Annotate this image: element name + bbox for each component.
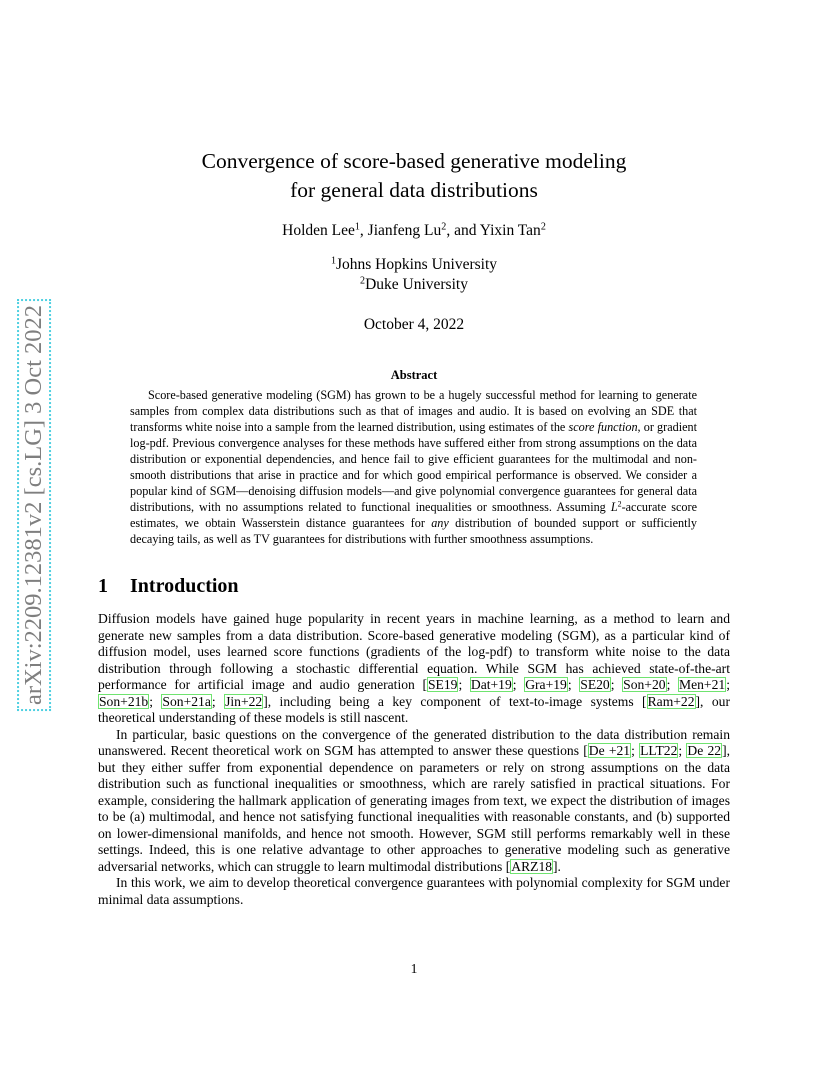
affiliation-item: [0, 275, 828, 295]
citation-link[interactable]: SE19: [428, 677, 458, 692]
citation-link[interactable]: LLT22: [640, 743, 678, 758]
author-affiliation-mark: 2: [441, 221, 447, 233]
citation-link[interactable]: Ram+22: [647, 693, 695, 709]
text-segment: ], including being a key component of text-to-image systems [: [263, 693, 647, 709]
paragraph: Diffusion models have gained huge popularity in recent years in machine learning, as a method to learn and generate new samples from a data distribution. Score-based generative modeling (SGM), as a particular kind of diffusion model, uses learned score functions (gradients of the log-pdf) to transform white noise to the data distribution through following a stochastic differential equation. While SGM has achieved state-of-the-art performance for artificial image and audio generation [SE19; Dat+19; Gra+19; SE20; Son+20; Men+21; Son+21b; Son+21a; Jin+22], including being a key component of text-to-image systems [Ram+22], our theoretical understanding of these models is still nascent.: [98, 611, 730, 725]
title-line-1: Convergence of score-based generative modeling: [201, 149, 627, 173]
paper-title: [0, 147, 828, 205]
author-name: Jianfeng Lu: [367, 222, 442, 239]
citation-link[interactable]: Son+20: [623, 677, 666, 692]
arxiv-stamp: [22, 270, 46, 740]
text-segment: ], but they either suffer from exponential dependence on parameters or rely on strong assumptions on the data distribution such as functional inequalities or smoothness, which are rarely satisfied in practical situations. For example, considering the hallmark application of generating images from text, we expect the distribution of images to be (a) multimodal, and hence not satisfying functional inequalities with reasonable constants, and (b) supported on lower-dimensional manifolds, and hence not smooth. However, SGM still performs remarkably well in these settings. Indeed, this is one relative advantage to other approaches to generative modeling such as generative adversarial networks, which can struggle to learn multimodal distributions [: [98, 743, 730, 874]
arxiv-id[interactable]: arXiv:2209.12381v2 [cs.LG] 3 Oct 2022: [17, 299, 51, 711]
citation-link[interactable]: Gra+19: [525, 677, 567, 692]
abstract-emphasis: any: [431, 516, 449, 530]
author-name: Holden Lee: [282, 222, 355, 239]
citation-link[interactable]: Dat+19: [470, 677, 512, 692]
author-separator: ,: [359, 222, 368, 239]
citation-link[interactable]: SE20: [580, 677, 610, 692]
affiliation-item: [0, 255, 828, 275]
citation-link[interactable]: De +21: [588, 743, 631, 758]
affiliation-name: Johns Hopkins University: [335, 256, 498, 273]
text-segment: ], our theoretical understanding of these models is still nascent.: [98, 693, 730, 725]
section-heading: [98, 575, 239, 598]
citation-link[interactable]: Son+21b: [99, 693, 149, 709]
math-symbol: L: [610, 500, 618, 514]
author-name: Yixin Tan: [479, 222, 541, 239]
affiliation-list: [0, 255, 828, 294]
citation-link[interactable]: Son+21a: [162, 693, 211, 709]
author-affiliation-mark: 1: [354, 221, 360, 233]
abstract-text: [130, 387, 697, 547]
author-list: [0, 222, 828, 240]
text-segment: In particular, basic questions on the convergence of the generated distribution to the data distribution remain unanswered. Recent theoretical work on SGM has attempted to answer these questions [: [98, 726, 730, 758]
title-line-2: for general data distributions: [290, 178, 538, 202]
abstract-segment: distribution of bounded support or sufficiently decaying tails, as well as TV guarantees for distributions with further smoothness assumptions.: [130, 516, 697, 546]
body-text: [98, 611, 730, 908]
paragraph: In this work, we aim to develop theoretical convergence guarantees with polynomial complexity for SGM under minimal data assumptions.: [98, 875, 730, 907]
citation-link[interactable]: Jin+22: [225, 693, 263, 709]
affiliation-number: 1: [330, 255, 336, 267]
citation-link[interactable]: De 22: [687, 743, 722, 758]
author-affiliation-mark: 2: [540, 221, 546, 233]
text-segment: ].: [553, 858, 561, 874]
author-separator: , and: [446, 222, 480, 239]
abstract-heading: Abstract: [390, 368, 438, 382]
paper-date: October 4, 2022: [363, 316, 465, 333]
citation-link[interactable]: Men+21: [679, 677, 726, 692]
section-number: 1: [98, 575, 108, 597]
abstract-segment: Score-based generative modeling (SGM) has grown to be a hugely successful method for learning to generate samples from complex data distributions such as that of images and audio. It is based on evolving an SDE that transforms white noise into a sample from the learned distribution, using estimates of the: [130, 388, 697, 434]
affiliation-name: Duke University: [365, 275, 468, 293]
page-number: 1: [410, 961, 418, 976]
abstract-segment: , or gradient log-pdf. Previous convergence analyses for these methods have suffered either from strong assumptions on the data distribution or exponential dependencies, and hence fail to give efficient guarantees for the multimodal and non-smooth distributions that arise in practice and for which good empirical performance is observed. We consider a popular kind of SGM—denoising diffusion models—and give polynomial convergence guarantees for general data distributions, with no assumptions related to functional inequalities or smoothness. Assuming: [130, 420, 697, 514]
math-superscript: 2: [617, 499, 622, 509]
affiliation-number: 2: [360, 274, 366, 286]
text-segment: Diffusion models have gained huge popularity in recent years in machine learning, as a method to learn and generate new samples from a data distribution. Score-based generative modeling (SGM), as a particular kind of diffusion model, uses learned score functions (gradients of the log-pdf) to transform white noise to the data distribution through following a stochastic differential equation. While SGM has achieved state-of-the-art performance for artificial image and audio generation [: [98, 611, 730, 692]
paragraph: In particular, basic questions on the convergence of the generated distribution to the data distribution remain unanswered. Recent theoretical work on SGM has attempted to answer these questions [De +21; LLT22; De 22], but they either suffer from exponential dependence on parameters or rely on strong assumptions on the data distribution such as functional inequalities or smoothness, which are rarely satisfied in practical situations. For example, considering the hallmark application of generating images from text, we expect the distribution of images to be (a) multimodal, and hence not satisfying functional inequalities with reasonable constants, and (b) supported on lower-dimensional manifolds, and hence not smooth. However, SGM still performs remarkably well in these settings. Indeed, this is one relative advantage to other approaches to generative modeling such as generative adversarial networks, which can struggle to learn multimodal distributions [ARZ18].: [98, 726, 730, 874]
abstract-emphasis: score function: [568, 420, 638, 434]
section-title: Introduction: [130, 575, 239, 597]
citation-link[interactable]: ARZ18: [511, 858, 553, 874]
abstract-segment: -accurate score estimates, we obtain Wasserstein distance guarantees for: [130, 500, 697, 530]
